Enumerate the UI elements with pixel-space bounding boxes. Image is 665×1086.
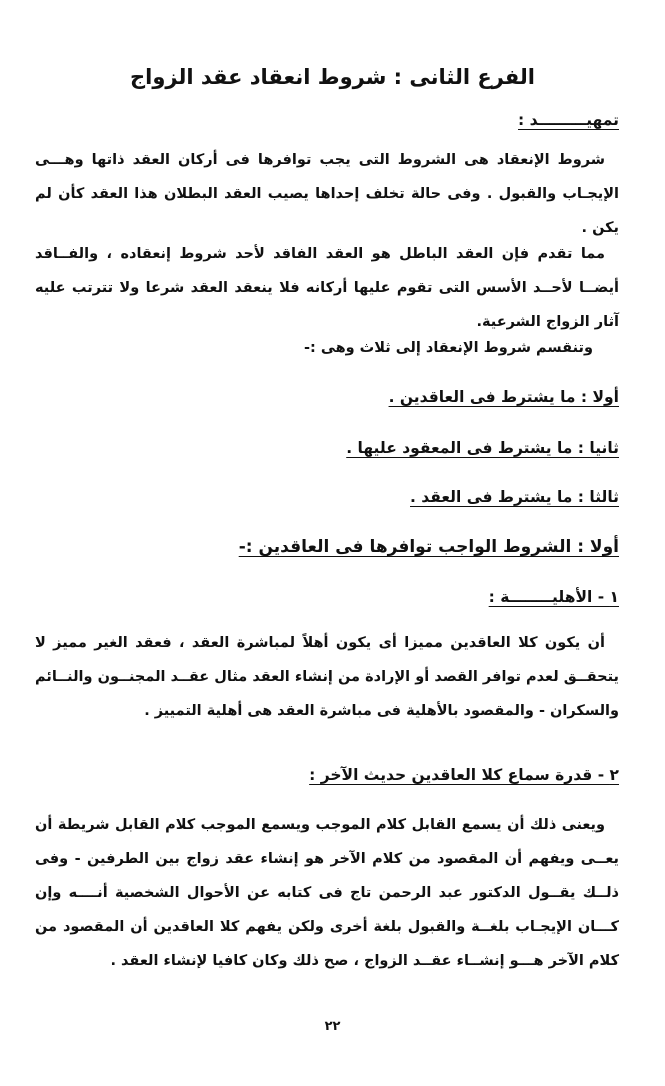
paragraph-eligibility bbox=[35, 626, 619, 728]
list-item-first: أولا : ما يشترط فى العاقدين . bbox=[388, 388, 619, 406]
divide-line: وتنقسم شروط الإنعقاد إلى ثلاث وهى :- bbox=[304, 340, 593, 356]
list-item-third: ثالثا : ما يشترط فى العقد . bbox=[410, 488, 619, 506]
paragraph-text: شروط الإنعقاد هى الشروط التى يجب توافرها فى أركان العقد ذاتها وهـــى الإيجـاب والقبول . وفى حالة تخلف إحداها يصيب العقد البطلان هذا العقد كأن لم يكن . bbox=[35, 152, 619, 236]
paragraph-text: ويعنى ذلك أن يسمع القابل كلام الموجب ويسمع الموجب كلام القابل شريطة أن يعــى ويفهم أن المقصود من كلام الآخر هو إنشاء عقد زواج بين الطرفين - وفى ذلــك يقــول الدكتور عبد الرحمن تاج فى كتابه عن الأحوال الشخصية أنــــه وإن كـــان الإيجـاب بلغــة والقبول بلغة أخرى ولكن يفهم كلا العاقدين أن المقصود من كلام الآخر هـــو إنشــاء عقــد الزواج ، صح ذلك وكان كافيا لإنشاء العقد . bbox=[35, 817, 619, 969]
subheading-hearing: ٢ - قدرة سماع كلا العاقدين حديث الآخر : bbox=[309, 766, 619, 784]
subheading-eligibility: ١ - الأهليــــــــة : bbox=[488, 588, 619, 606]
paragraph-hearing bbox=[35, 808, 619, 978]
paragraph-conditions-definition bbox=[35, 143, 619, 245]
intro-heading: تمهيـــــــــد : bbox=[518, 111, 619, 129]
page-number: ٢٢ bbox=[324, 1019, 341, 1034]
paragraph-text: أن يكون كلا العاقدين مميزا أى يكون أهلاً لمباشرة العقد ، فعقد الغير مميز لا يتحقــق لعدم توافر القصد أو الإرادة من إنشاء العقد مثال عقــد المجنــون والنــائم والسكران - والمقصود بالأهلية فى مباشرة العقد هى أهلية التمييز . bbox=[35, 635, 619, 719]
paragraph-void-contract bbox=[35, 237, 619, 339]
paragraph-text: مما تقدم فإن العقد الباطل هو العقد الفاقد لأحد شروط إنعقاده ، والفــاقد أيضــا لأحــد الأسس التى تقوم عليها أركانه فلا ينعقد العقد شرعا ولا تترتب عليه آثار الزواج الشرعية. bbox=[35, 246, 619, 330]
section-heading-contractors: أولا : الشروط الواجب توافرها فى العاقدين :- bbox=[238, 537, 619, 557]
page-title: الفرع الثانى : شروط انعقاد عقد الزواج bbox=[130, 65, 535, 89]
list-item-second: ثانيا : ما يشترط فى المعقود عليها . bbox=[346, 439, 619, 457]
